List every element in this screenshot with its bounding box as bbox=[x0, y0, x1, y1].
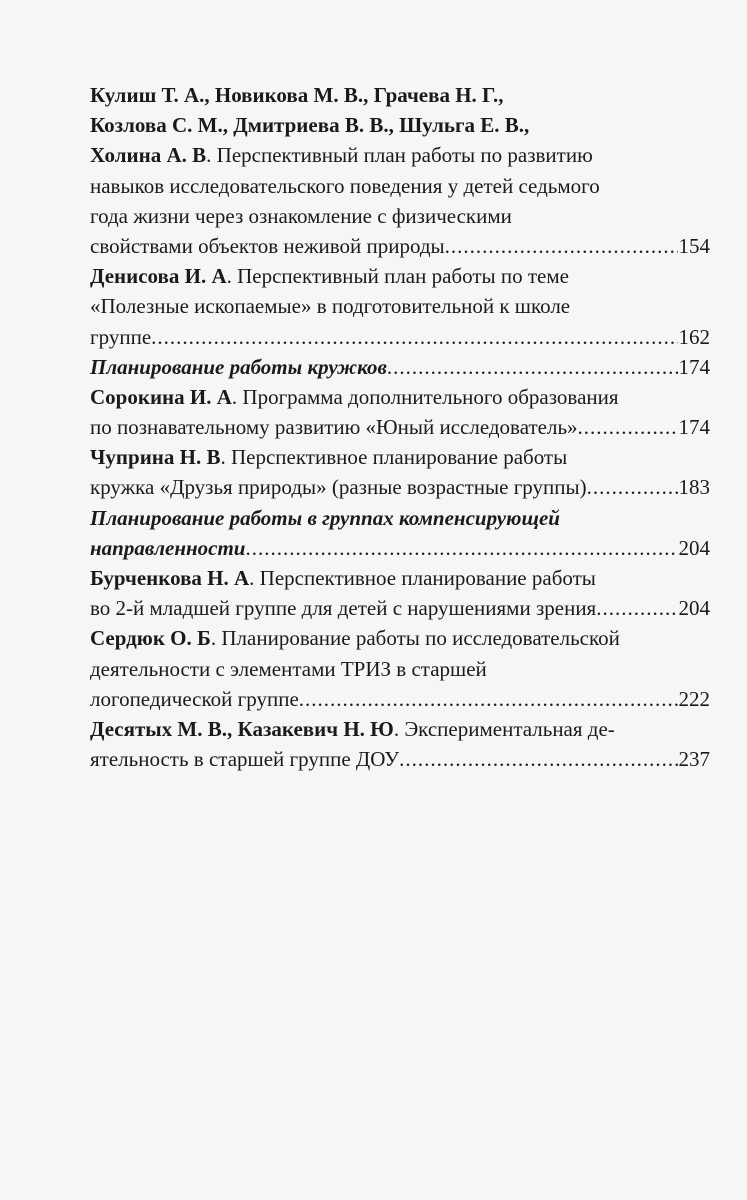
entry-title: по познавательному развитию «Юный исследователь» bbox=[90, 415, 578, 440]
section-title: направленности bbox=[90, 535, 246, 560]
entry-title: логопедической группе bbox=[90, 686, 299, 711]
toc-entry-last-line bbox=[90, 472, 710, 502]
toc-entry-last-line bbox=[90, 593, 710, 623]
entry-title: «Полезные ископаемые» в подготовительной к школе bbox=[90, 294, 571, 319]
entry-title: кружка «Друзья природы» (разные возрастные группы) bbox=[90, 475, 587, 500]
entry-title: во 2-й младшей группе для детей с нарушениями зрения bbox=[90, 596, 597, 621]
entry-title: навыков исследовательского поведения у детей седьмого bbox=[90, 173, 600, 198]
toc-entry bbox=[90, 714, 710, 774]
entry-title: . Перспективное планирование работы bbox=[220, 445, 568, 470]
toc-section-heading bbox=[90, 352, 710, 382]
toc-entry-last-line bbox=[90, 684, 710, 714]
entry-title: . Перспективный план работы по теме bbox=[226, 264, 569, 289]
page-number: 162 bbox=[678, 324, 710, 349]
toc-entry bbox=[90, 623, 710, 714]
toc-entry-line bbox=[90, 171, 710, 201]
toc-entry-line bbox=[90, 110, 710, 140]
author-names: Сердюк О. Б bbox=[90, 626, 211, 651]
author-names: Чуприна Н. В bbox=[90, 445, 221, 470]
section-title: Планирование работы в группах компенсирующей bbox=[90, 505, 560, 530]
dot-leader bbox=[245, 533, 677, 563]
entry-title: деятельности с элементами ТРИЗ в старшей bbox=[90, 656, 487, 681]
toc-entry-last-line bbox=[90, 744, 710, 774]
author-names: Холина А. В bbox=[90, 143, 207, 168]
dot-leader bbox=[578, 412, 678, 442]
dot-leader bbox=[445, 231, 678, 261]
author-names: Десятых М. В., Казакевич Н. Ю bbox=[90, 716, 394, 741]
author-names: Сорокина И. А bbox=[90, 384, 232, 409]
entry-title: . Программа дополнительного образования bbox=[231, 384, 619, 409]
dot-leader bbox=[399, 744, 677, 774]
toc-entry-last-line bbox=[90, 231, 710, 261]
toc-entry-line bbox=[90, 654, 710, 684]
page-number: 204 bbox=[678, 535, 710, 560]
toc-entry-last-line bbox=[90, 352, 710, 382]
toc-entry-line bbox=[90, 80, 710, 110]
author-names: Бурченкова Н. А bbox=[90, 566, 250, 590]
toc-entry-last-line bbox=[90, 412, 710, 442]
toc-entry-last-line bbox=[90, 533, 710, 563]
entry-title: . Перспективный план работы по развитию bbox=[206, 143, 593, 168]
toc-entry-last-line bbox=[90, 322, 710, 352]
entry-title: . Перспективное планирование работы bbox=[249, 566, 596, 590]
entry-title: года жизни через ознакомление с физическими bbox=[90, 203, 512, 228]
toc-entry bbox=[90, 80, 710, 261]
entry-title: . Экспериментальная де- bbox=[393, 716, 615, 741]
toc-entry-line bbox=[90, 261, 710, 291]
author-names: Денисова И. А bbox=[90, 264, 227, 289]
toc-entry-line bbox=[90, 503, 710, 533]
page-number: 183 bbox=[678, 475, 710, 500]
toc-entry-line bbox=[90, 442, 710, 472]
dot-leader bbox=[151, 322, 677, 352]
entry-title: ятельность в старшей группе ДОУ bbox=[90, 747, 400, 772]
page-number: 154 bbox=[678, 233, 710, 258]
toc-entry bbox=[90, 382, 710, 442]
toc-entry-line bbox=[90, 140, 710, 170]
toc-entry-line bbox=[90, 382, 710, 412]
page-number: 237 bbox=[678, 747, 710, 772]
entry-title: . Планирование работы по исследовательской bbox=[210, 626, 620, 651]
toc-entry bbox=[90, 261, 710, 352]
dot-leader bbox=[387, 352, 678, 382]
table-of-contents bbox=[90, 80, 710, 774]
toc-entry bbox=[90, 563, 710, 623]
section-title: Планирование работы кружков bbox=[90, 354, 387, 379]
toc-entry bbox=[90, 442, 710, 502]
dot-leader bbox=[596, 593, 677, 623]
author-names: Козлова С. М., Дмитриева В. В., Шульга Е. В., bbox=[90, 113, 530, 138]
dot-leader bbox=[299, 684, 678, 714]
page-number: 222 bbox=[678, 686, 710, 711]
page-number: 174 bbox=[678, 354, 710, 379]
toc-entry-line bbox=[90, 291, 710, 321]
page-number: 204 bbox=[678, 596, 710, 621]
toc-entry-line bbox=[90, 714, 710, 744]
toc-entry-line bbox=[90, 563, 710, 593]
toc-entry-line bbox=[90, 201, 710, 231]
entry-title: свойствами объектов неживой природы bbox=[90, 233, 445, 258]
page-number: 174 bbox=[678, 415, 710, 440]
dot-leader bbox=[587, 472, 678, 502]
toc-entry-line bbox=[90, 623, 710, 653]
author-names: Кулиш Т. А., Новикова М. В., Грачева Н. Г., bbox=[90, 83, 504, 107]
toc-section-heading bbox=[90, 503, 710, 563]
entry-title: группе bbox=[90, 324, 152, 349]
